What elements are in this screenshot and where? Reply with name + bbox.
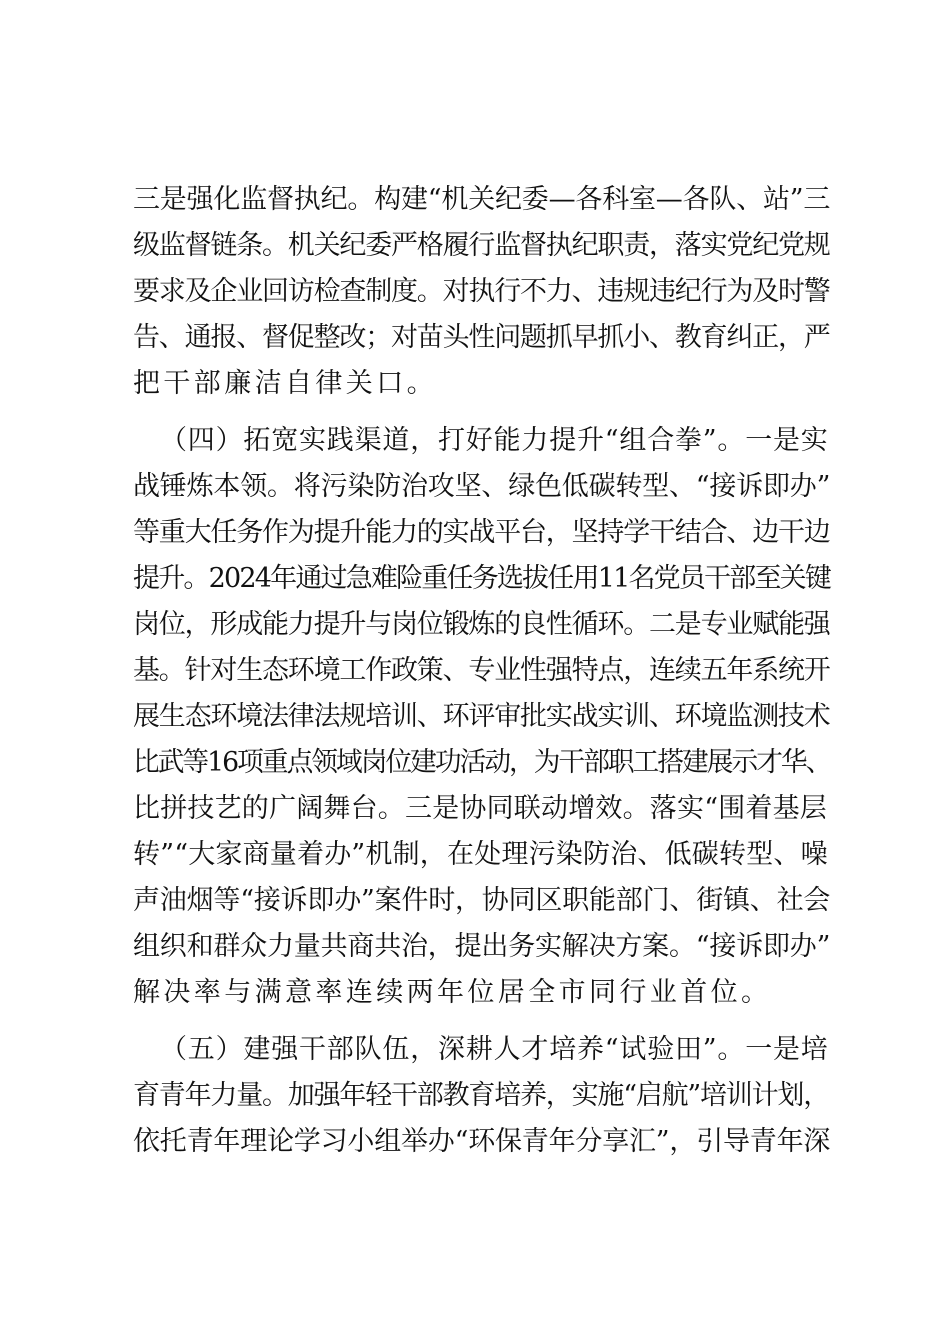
- text-line: 基。针对生态环境工作政策、专业性强特点，连续五年系统开: [133, 655, 830, 686]
- text-line: 比拼技艺的广阔舞台。三是协同联动增效。落实“围着基层: [133, 793, 828, 824]
- text-line: 转”“大家商量着办”机制，在处理污染防治、低碳转型、噪: [133, 839, 828, 870]
- text-line: 告、通报、督促整改；对苗头性问题抓早抓小、教育纠正，严: [133, 322, 830, 353]
- text-line: 组织和群众力量共商共治，提出务实解决方案。“接诉即办”: [133, 931, 831, 962]
- text-line: 把干部廉洁自律关口。: [133, 368, 437, 399]
- text-line: 声油烟等“接诉即办”案件时，协同区职能部门、街镇、社会: [133, 885, 831, 916]
- text-line: 依托青年理论学习小组举办“环保青年分享汇”，引导青年深: [133, 1126, 831, 1157]
- paragraph-heading-line: （四）拓宽实践渠道，打好能力提升“组合拳”。一是实: [160, 425, 829, 456]
- text-line: 等重大任务作为提升能力的实战平台，坚持学干结合、边干边: [133, 517, 830, 548]
- text-line: 比武等16项重点领域岗位建功活动，为干部职工搭建展示才华、: [133, 747, 831, 778]
- text-line: 提升。2024年通过急难险重任务选拔任用11名党员干部至关键: [133, 563, 831, 594]
- paragraph-heading-line: （五）建强干部队伍，深耕人才培养“试验田”。一是培: [160, 1034, 829, 1065]
- text-line: 解决率与满意率连续两年位居全市同行业首位。: [133, 977, 772, 1008]
- text-line: 战锤炼本领。将污染防治攻坚、绿色低碳转型、“接诉即办”: [133, 471, 831, 502]
- text-line: 要求及企业回访检查制度。对执行不力、违规违纪行为及时警: [133, 276, 830, 307]
- text-line: 级监督链条。机关纪委严格履行监督执纪职责，落实党纪党规: [133, 230, 830, 261]
- text-line: 展生态环境法律法规培训、环评审批实战实训、环境监测技术: [133, 701, 830, 732]
- text-line: 岗位，形成能力提升与岗位锻炼的良性循环。二是专业赋能强: [133, 609, 830, 640]
- text-line: 育青年力量。加强年轻干部教育培养，实施“启航”培训计划，: [133, 1080, 830, 1111]
- text-line: 三是强化监督执纪。构建“机关纪委—各科室—各队、站”三: [133, 184, 831, 215]
